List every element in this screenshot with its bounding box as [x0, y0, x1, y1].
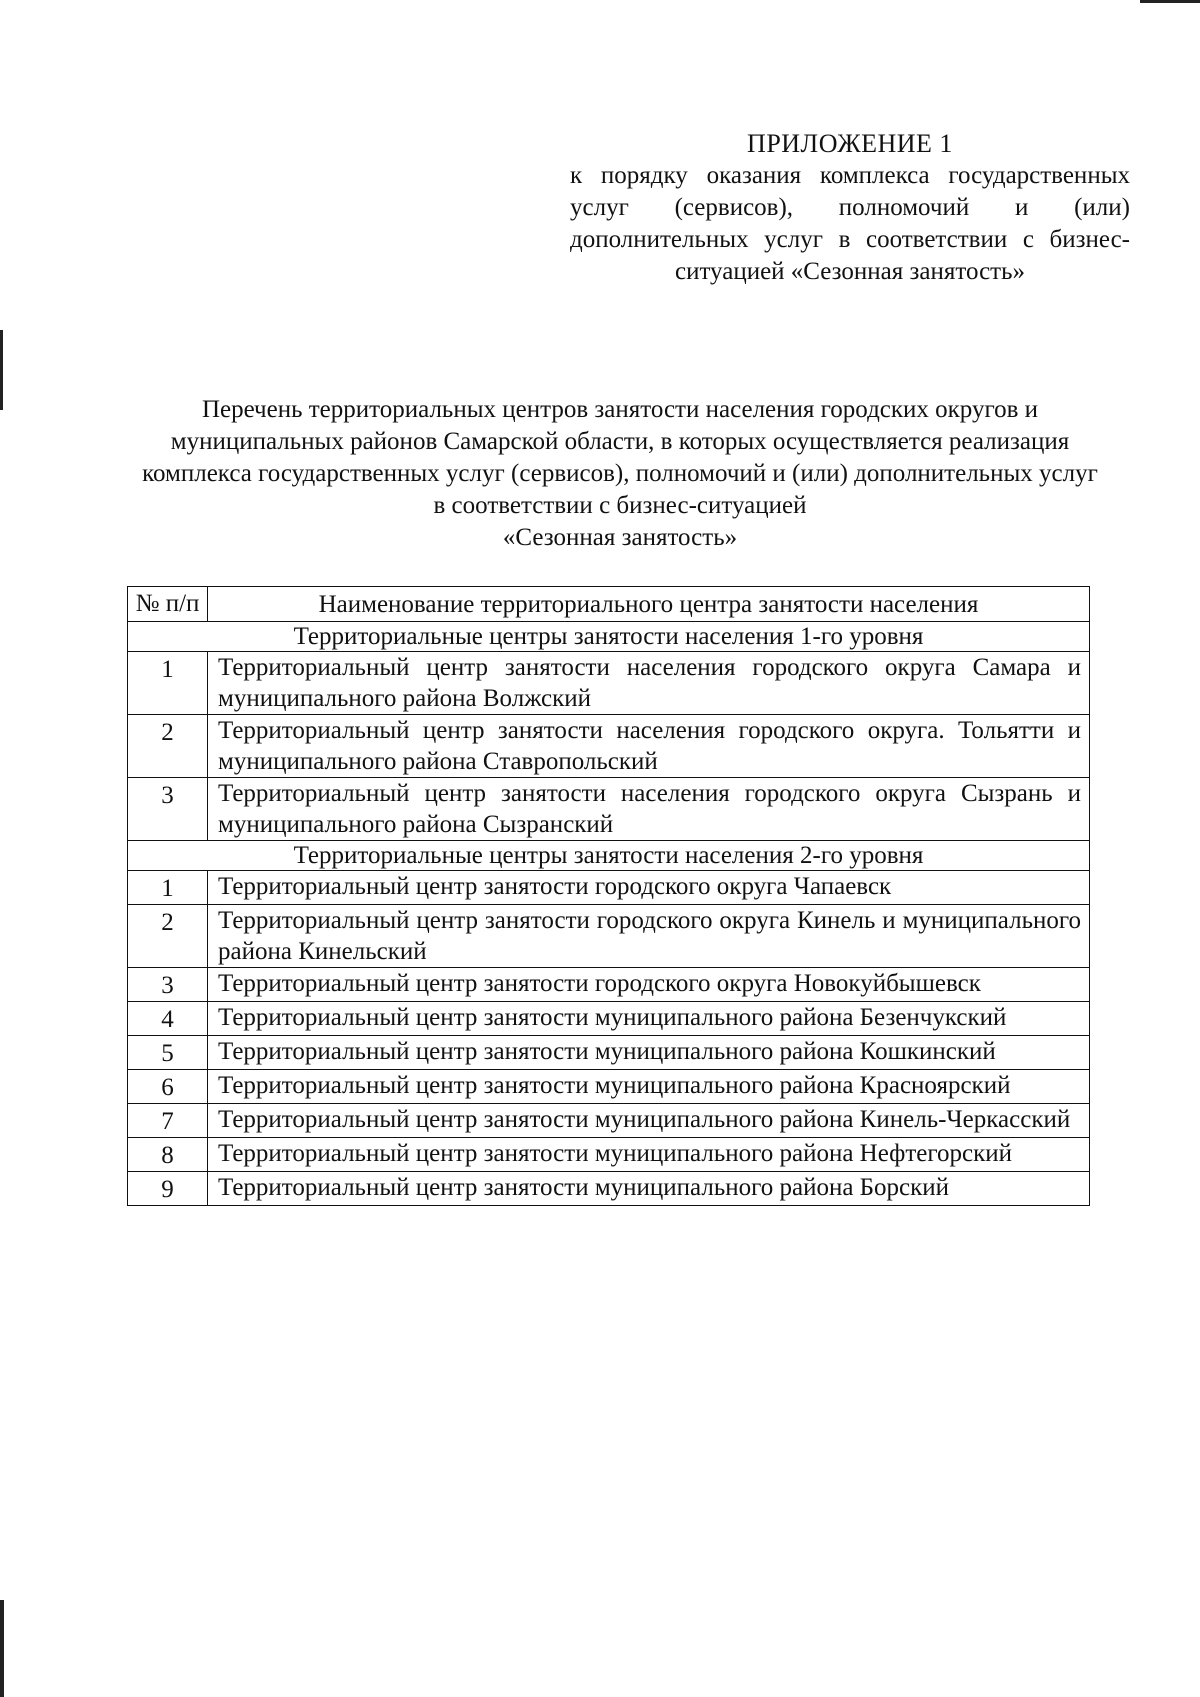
row-center-name: Территориальный центр занятости населения городского округа Сызрань и муниципального района Сызранский — [208, 778, 1090, 841]
group-title: Территориальные центры занятости населения 2-го уровня — [128, 841, 1090, 871]
row-number: 5 — [128, 1036, 208, 1070]
row-center-name: Территориальный центр занятости городского округа Кинель и муниципального района Кинельский — [208, 905, 1090, 968]
heading-text-quote: «Сезонная занятость» — [502, 524, 738, 551]
scan-edge-mark — [1140, 0, 1200, 3]
row-number: 4 — [128, 1002, 208, 1036]
group-row — [128, 841, 1090, 871]
row-center-name: Территориальный центр занятости муниципального района Борский — [208, 1172, 1090, 1206]
row-number: 3 — [128, 968, 208, 1002]
table-row — [128, 1036, 1090, 1070]
table-row — [128, 778, 1090, 841]
document-heading — [140, 394, 1100, 554]
row-number: 2 — [128, 715, 208, 778]
group-title: Территориальные центры занятости населения 1-го уровня — [128, 622, 1090, 652]
table-row — [128, 652, 1090, 715]
table-row — [128, 1172, 1090, 1206]
appendix-block — [570, 128, 1130, 288]
row-number: 1 — [128, 871, 208, 905]
row-center-name: Территориальный центр занятости городского округа Чапаевск — [208, 871, 1090, 905]
row-center-name: Территориальный центр занятости муниципального района Кинель-Черкасский — [208, 1104, 1090, 1138]
row-number: 9 — [128, 1172, 208, 1206]
group-row — [128, 622, 1090, 652]
row-number: 6 — [128, 1070, 208, 1104]
appendix-subtitle: к порядку оказания комплекса государственных услуг (сервисов), полномочий и (или) дополнительных услуг в соответствии с бизнес-ситуацией «Сезонная занятость» — [570, 162, 1130, 285]
row-center-name: Территориальный центр занятости городского округа Новокуйбышевск — [208, 968, 1090, 1002]
table-row — [128, 905, 1090, 968]
table-row — [128, 1104, 1090, 1138]
table-row — [128, 1002, 1090, 1036]
scan-edge-mark — [0, 1600, 4, 1697]
row-number: 8 — [128, 1138, 208, 1172]
table-row — [128, 1138, 1090, 1172]
heading-text: Перечень территориальных центров занятости населения городских округов и муниципальных районов Самарской области, в которых осуществляется реализация комплекса государственных услуг (сервисов), полномочий и (или) дополнительных услуг в соответствии с бизнес-ситуацией — [142, 396, 1098, 519]
row-number: 7 — [128, 1104, 208, 1138]
centers-table — [127, 586, 1090, 1206]
scan-edge-mark — [0, 330, 3, 410]
table-row — [128, 1070, 1090, 1104]
appendix-title: ПРИЛОЖЕНИЕ 1 — [747, 129, 953, 158]
row-number: 1 — [128, 652, 208, 715]
row-center-name: Территориальный центр занятости муниципального района Нефтегорский — [208, 1138, 1090, 1172]
table-header-row — [128, 587, 1090, 622]
table-row — [128, 871, 1090, 905]
row-center-name: Территориальный центр занятости муниципального района Кошкинский — [208, 1036, 1090, 1070]
row-center-name: Территориальный центр занятости муниципального района Красноярский — [208, 1070, 1090, 1104]
row-number: 2 — [128, 905, 208, 968]
table-row — [128, 968, 1090, 1002]
table-row — [128, 715, 1090, 778]
column-header-name: Наименование территориального центра занятости населения — [208, 587, 1090, 622]
column-header-number: № п/п — [128, 587, 208, 622]
row-number: 3 — [128, 778, 208, 841]
row-center-name: Территориальный центр занятости населения городского округа Самара и муниципального района Волжский — [208, 652, 1090, 715]
row-center-name: Территориальный центр занятости населения городского округа. Тольятти и муниципального района Ставропольский — [208, 715, 1090, 778]
row-center-name: Территориальный центр занятости муниципального района Безенчукский — [208, 1002, 1090, 1036]
